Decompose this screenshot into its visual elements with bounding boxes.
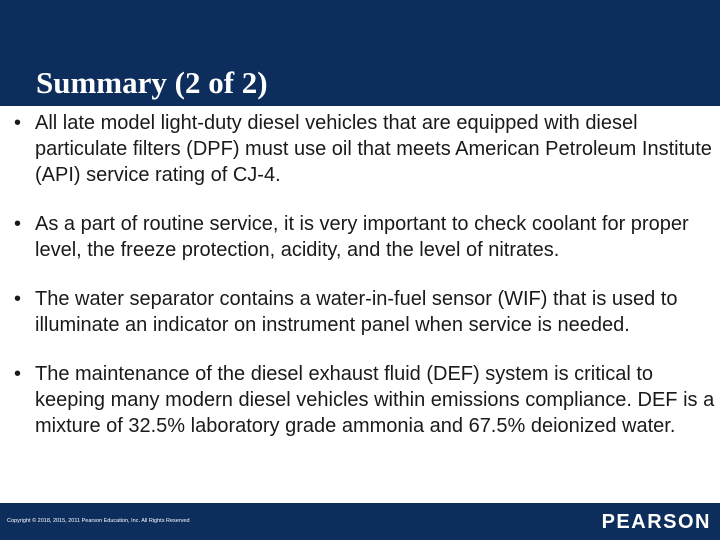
bullet-marker: • (14, 213, 22, 235)
bullet-item (14, 286, 716, 338)
bullet-marker: • (14, 363, 22, 385)
bullet-list (14, 110, 716, 462)
footer-bar (0, 503, 720, 540)
bullet-marker: • (14, 288, 22, 310)
bullet-text: All late model light-duty diesel vehicles that are equipped with diesel particulate filters (DPF) must use oil that meets American Petroleum Institute (API) service rating of CJ-4. (35, 112, 712, 186)
bullet-item (14, 211, 716, 263)
title-bar (0, 0, 720, 106)
bullet-item (14, 361, 716, 439)
bullet-item (14, 110, 716, 188)
copyright-notice: Copyright © 2018, 2015, 2011 Pearson Education, Inc. All Rights Reserved (7, 518, 190, 524)
bullet-marker: • (14, 112, 22, 134)
pearson-logo: PEARSON (601, 511, 711, 533)
bullet-text: The maintenance of the diesel exhaust fluid (DEF) system is critical to keeping many modern diesel vehicles within emissions compliance. DEF is a mixture of 32.5% laboratory grade ammonia and 67.5% deionized water. (35, 363, 715, 437)
slide-title: Summary (2 of 2) (36, 65, 268, 100)
bullet-text: As a part of routine service, it is very important to check coolant for proper level, the freeze protection, acidity, and the level of nitrates. (35, 213, 689, 261)
bullet-text: The water separator contains a water-in-fuel sensor (WIF) that is used to illuminate an indicator on instrument panel when service is needed. (35, 288, 678, 336)
